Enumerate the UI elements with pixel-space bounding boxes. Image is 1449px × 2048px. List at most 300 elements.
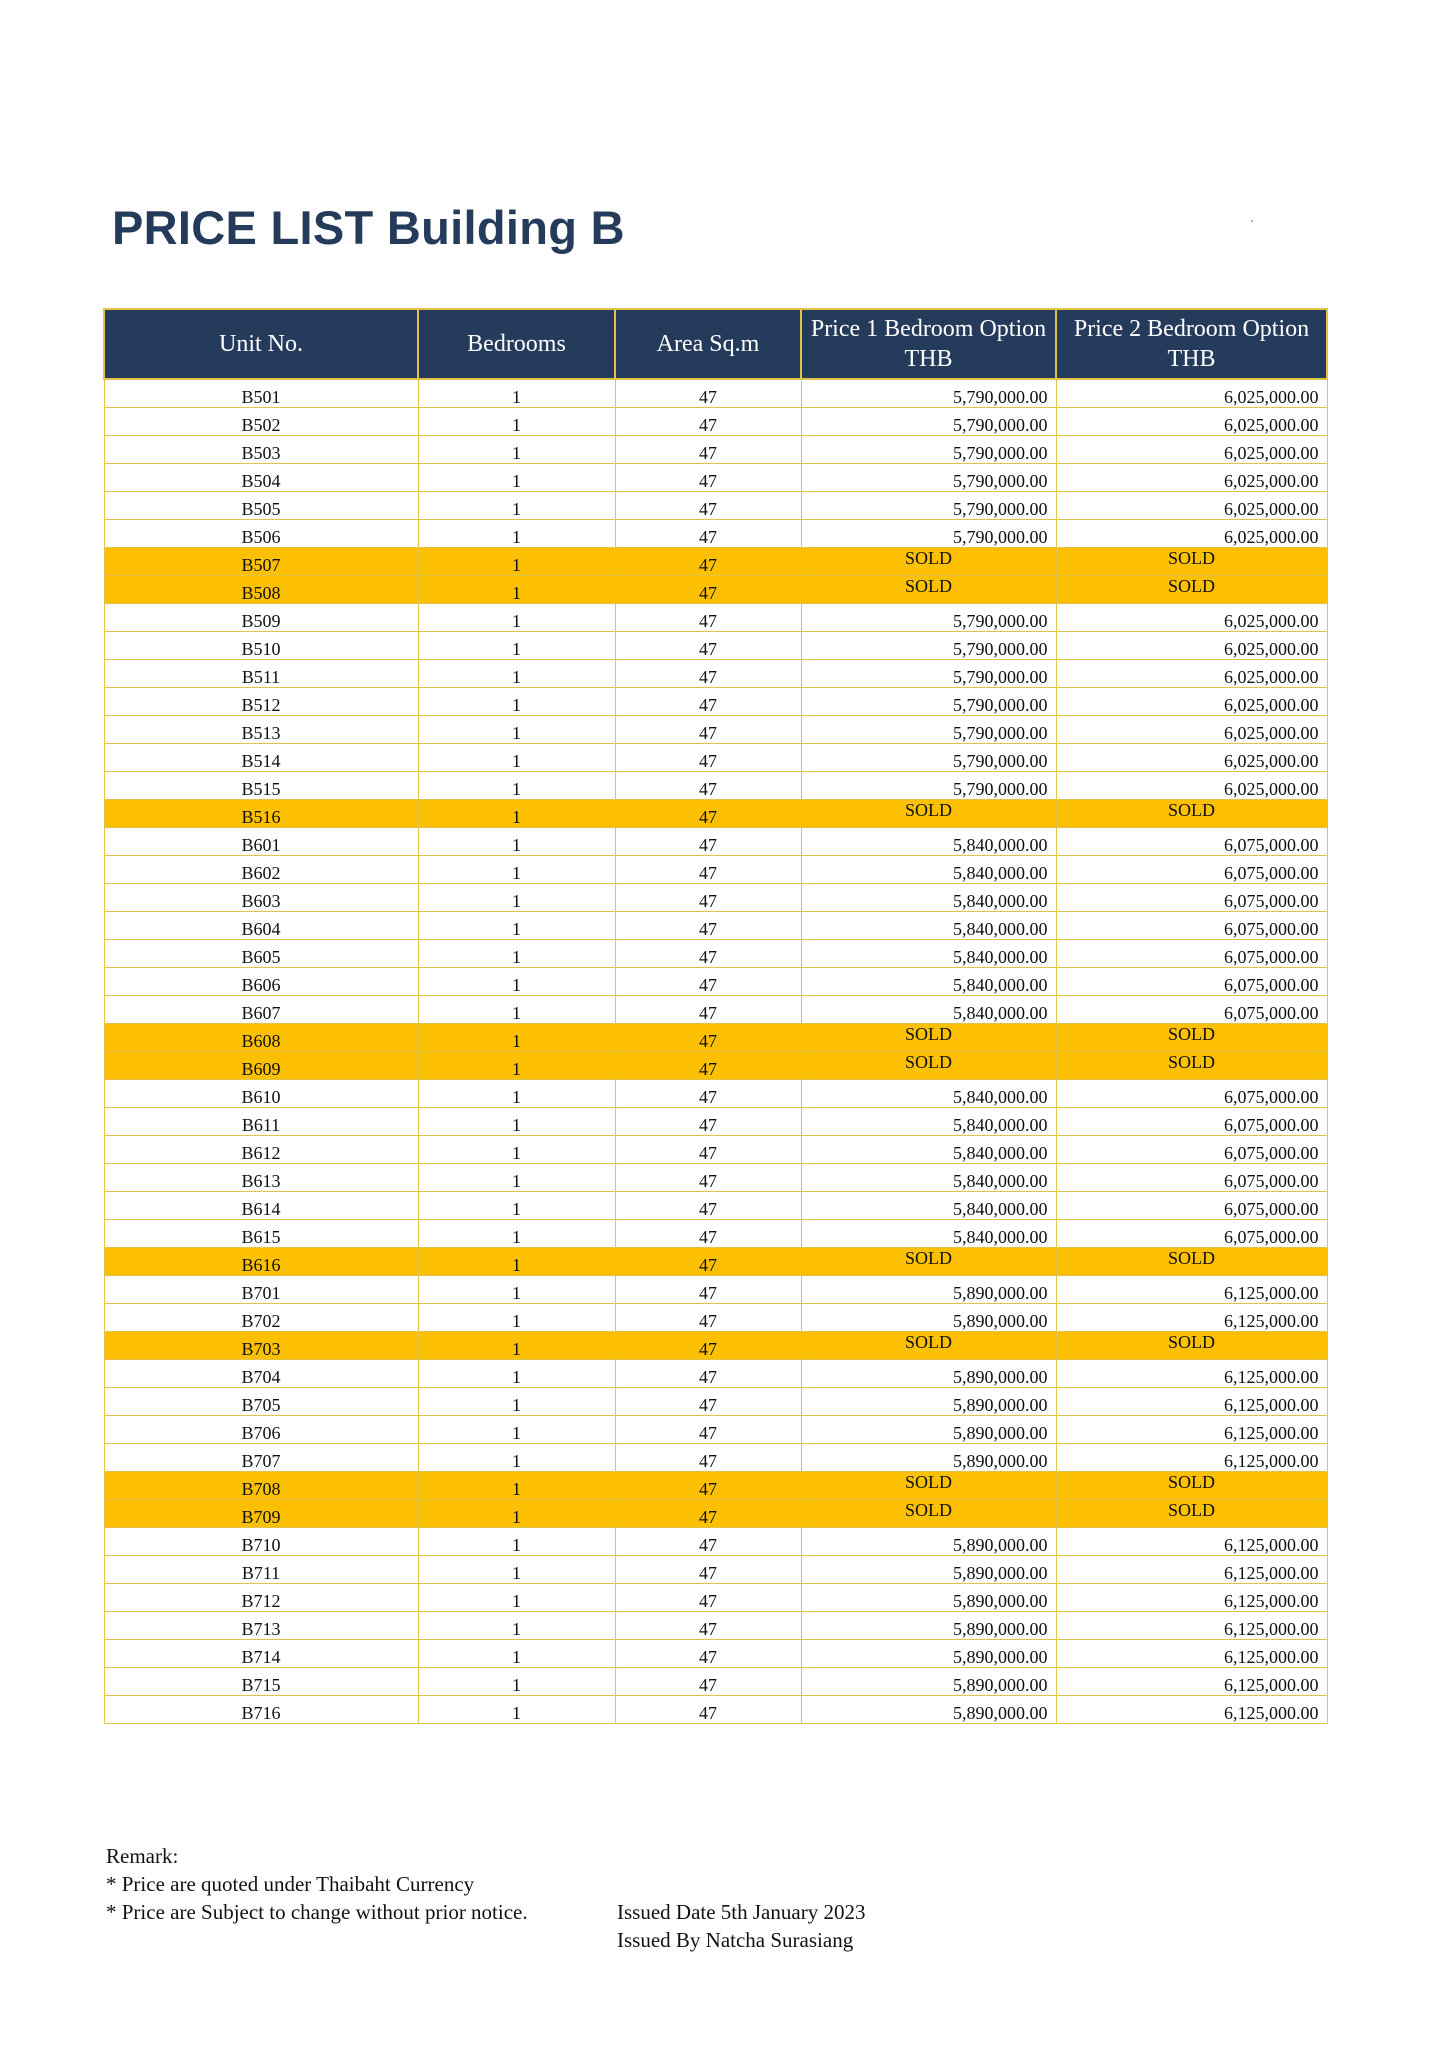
price-1-bedroom-cell: 5,840,000.00 [801,912,1056,940]
area-cell: 47 [615,1416,801,1444]
price-2-bedroom-cell: 6,025,000.00 [1056,408,1327,436]
area-cell: 47 [615,492,801,520]
price-1-bedroom-cell: 5,890,000.00 [801,1556,1056,1584]
unit-cell: B701 [104,1276,418,1304]
area-cell: 47 [615,912,801,940]
price-1-bedroom-cell: 5,790,000.00 [801,520,1056,548]
bedrooms-cell: 1 [418,884,615,912]
unit-cell: B710 [104,1528,418,1556]
area-cell: 47 [615,1052,801,1080]
unit-cell: B501 [104,379,418,408]
area-cell: 47 [615,1136,801,1164]
unit-cell: B602 [104,856,418,884]
stray-mark [1251,220,1253,222]
bedrooms-cell: 1 [418,772,615,800]
table-row [104,1164,1327,1192]
bedrooms-cell: 1 [418,1136,615,1164]
unit-cell: B604 [104,912,418,940]
price-2-bedroom-cell: 6,075,000.00 [1056,1108,1327,1136]
area-cell: 47 [615,996,801,1024]
price-1-bedroom-cell: 5,890,000.00 [801,1360,1056,1388]
area-cell: 47 [615,408,801,436]
bedrooms-cell: 1 [418,1696,615,1724]
table-row [104,1136,1327,1164]
price-1-bedroom-cell: 5,890,000.00 [801,1584,1056,1612]
price-1-bedroom-cell: 5,840,000.00 [801,940,1056,968]
price-2-bedroom-cell: SOLD [1056,1052,1327,1080]
price-2-bedroom-cell: 6,025,000.00 [1056,520,1327,548]
price-2-bedroom-cell: 6,025,000.00 [1056,660,1327,688]
price-1-bedroom-cell: 5,840,000.00 [801,828,1056,856]
price-2-bedroom-cell: SOLD [1056,1472,1327,1500]
price-table-header [104,309,1327,379]
unit-cell: B507 [104,548,418,576]
price-1-bedroom-cell: 5,840,000.00 [801,1108,1056,1136]
bedrooms-cell: 1 [418,408,615,436]
table-row [104,688,1327,716]
bedrooms-cell: 1 [418,688,615,716]
bedrooms-cell: 1 [418,1192,615,1220]
unit-cell: B508 [104,576,418,604]
price-2-bedroom-cell: SOLD [1056,1500,1327,1528]
price-2-bedroom-cell: 6,125,000.00 [1056,1584,1327,1612]
price-1-bedroom-cell: 5,790,000.00 [801,716,1056,744]
area-cell: 47 [615,1080,801,1108]
price-1-bedroom-cell: 5,790,000.00 [801,604,1056,632]
price-1-bedroom-cell: 5,890,000.00 [801,1668,1056,1696]
bedrooms-cell: 1 [418,632,615,660]
table-row [104,1024,1327,1052]
price-1-bedroom-cell: 5,790,000.00 [801,688,1056,716]
bedrooms-cell: 1 [418,1164,615,1192]
unit-cell: B614 [104,1192,418,1220]
table-row [104,660,1327,688]
price-2-bedroom-cell: 6,125,000.00 [1056,1556,1327,1584]
unit-cell: B603 [104,884,418,912]
price-2-bedroom-cell: 6,025,000.00 [1056,436,1327,464]
price-1-bedroom-cell: 5,790,000.00 [801,744,1056,772]
price-2-bedroom-cell: 6,075,000.00 [1056,1220,1327,1248]
bedrooms-cell: 1 [418,744,615,772]
price-2-bedroom-cell: 6,125,000.00 [1056,1388,1327,1416]
bedrooms-cell: 1 [418,660,615,688]
unit-cell: B512 [104,688,418,716]
table-row [104,1640,1327,1668]
price-2-bedroom-cell: 6,125,000.00 [1056,1304,1327,1332]
price-2-bedroom-cell: 6,125,000.00 [1056,1528,1327,1556]
bedrooms-cell: 1 [418,1220,615,1248]
unit-cell: B708 [104,1472,418,1500]
price-2-bedroom-cell: 6,075,000.00 [1056,996,1327,1024]
table-row [104,1500,1327,1528]
price-1-bedroom-cell: 5,890,000.00 [801,1304,1056,1332]
price-1-bedroom-cell: SOLD [801,800,1056,828]
table-row [104,1584,1327,1612]
price-1-bedroom-cell: 5,790,000.00 [801,632,1056,660]
price-1-bedroom-cell: SOLD [801,1472,1056,1500]
price-2-bedroom-cell: 6,025,000.00 [1056,604,1327,632]
area-cell: 47 [615,1696,801,1724]
remark-line: * Price are Subject to change without prior notice. [106,1900,528,1924]
area-cell: 47 [615,632,801,660]
bedrooms-cell: 1 [418,464,615,492]
price-2-bedroom-cell: 6,075,000.00 [1056,968,1327,996]
remark-line: * Price are quoted under Thaibaht Currency [106,1872,475,1896]
bedrooms-cell: 1 [418,1080,615,1108]
unit-cell: B509 [104,604,418,632]
price-2-bedroom-cell: 6,075,000.00 [1056,856,1327,884]
price-2-bedroom-cell: 6,125,000.00 [1056,1640,1327,1668]
unit-cell: B506 [104,520,418,548]
area-cell: 47 [615,1024,801,1052]
unit-cell: B709 [104,1500,418,1528]
unit-cell: B514 [104,744,418,772]
bedrooms-cell: 1 [418,548,615,576]
table-row [104,1192,1327,1220]
unit-cell: B609 [104,1052,418,1080]
unit-cell: B503 [104,436,418,464]
bedrooms-cell: 1 [418,576,615,604]
unit-cell: B704 [104,1360,418,1388]
price-2-bedroom-cell: SOLD [1056,800,1327,828]
table-row [104,632,1327,660]
area-cell: 47 [615,1472,801,1500]
price-1-bedroom-cell: 5,840,000.00 [801,1080,1056,1108]
unit-cell: B715 [104,1668,418,1696]
header-price-1-bedroom: Price 1 Bedroom Option THB [801,309,1056,379]
table-row [104,1528,1327,1556]
bedrooms-cell: 1 [418,1388,615,1416]
bedrooms-cell: 1 [418,436,615,464]
unit-cell: B607 [104,996,418,1024]
table-row [104,716,1327,744]
price-1-bedroom-cell: SOLD [801,1500,1056,1528]
table-row [104,996,1327,1024]
unit-cell: B515 [104,772,418,800]
price-1-bedroom-cell: 5,890,000.00 [801,1640,1056,1668]
bedrooms-cell: 1 [418,1416,615,1444]
bedrooms-cell: 1 [418,1332,615,1360]
price-1-bedroom-cell: 5,790,000.00 [801,660,1056,688]
price-1-bedroom-cell: 5,890,000.00 [801,1444,1056,1472]
table-row [104,1444,1327,1472]
area-cell: 47 [615,1164,801,1192]
area-cell: 47 [615,1668,801,1696]
unit-cell: B511 [104,660,418,688]
bedrooms-cell: 1 [418,1668,615,1696]
area-cell: 47 [615,884,801,912]
table-row [104,1472,1327,1500]
table-row [104,884,1327,912]
price-2-bedroom-cell: SOLD [1056,1248,1327,1276]
table-row [104,436,1327,464]
issued-info [617,1898,865,1954]
table-row [104,940,1327,968]
price-1-bedroom-cell: 5,840,000.00 [801,884,1056,912]
price-2-bedroom-cell: 6,075,000.00 [1056,884,1327,912]
area-cell: 47 [615,940,801,968]
price-1-bedroom-cell: SOLD [801,1052,1056,1080]
area-cell: 47 [615,1612,801,1640]
price-1-bedroom-cell: 5,790,000.00 [801,492,1056,520]
bedrooms-cell: 1 [418,1276,615,1304]
area-cell: 47 [615,660,801,688]
unit-cell: B610 [104,1080,418,1108]
table-row [104,828,1327,856]
bedrooms-cell: 1 [418,1528,615,1556]
table-row [104,1556,1327,1584]
bedrooms-cell: 1 [418,1248,615,1276]
table-row [104,1332,1327,1360]
table-row [104,772,1327,800]
price-2-bedroom-cell: SOLD [1056,1024,1327,1052]
table-row [104,968,1327,996]
bedrooms-cell: 1 [418,856,615,884]
bedrooms-cell: 1 [418,379,615,408]
unit-cell: B707 [104,1444,418,1472]
area-cell: 47 [615,1192,801,1220]
bedrooms-cell: 1 [418,520,615,548]
unit-cell: B513 [104,716,418,744]
unit-cell: B613 [104,1164,418,1192]
area-cell: 47 [615,1304,801,1332]
table-row [104,379,1327,408]
area-cell: 47 [615,1388,801,1416]
price-1-bedroom-cell: 5,840,000.00 [801,1220,1056,1248]
price-1-bedroom-cell: SOLD [801,548,1056,576]
price-2-bedroom-cell: SOLD [1056,576,1327,604]
price-2-bedroom-cell: 6,075,000.00 [1056,1080,1327,1108]
bedrooms-cell: 1 [418,996,615,1024]
price-1-bedroom-cell: 5,840,000.00 [801,968,1056,996]
price-1-bedroom-cell: SOLD [801,576,1056,604]
header-area: Area Sq.m [615,309,801,379]
price-2-bedroom-cell: 6,125,000.00 [1056,1444,1327,1472]
header-unit-no: Unit No. [104,309,418,379]
area-cell: 47 [615,744,801,772]
unit-cell: B516 [104,800,418,828]
price-2-bedroom-cell: 6,125,000.00 [1056,1612,1327,1640]
bedrooms-cell: 1 [418,828,615,856]
bedrooms-cell: 1 [418,1304,615,1332]
bedrooms-cell: 1 [418,1472,615,1500]
unit-cell: B714 [104,1640,418,1668]
page-title: PRICE LIST Building B [112,201,625,254]
table-row [104,1052,1327,1080]
unit-cell: B510 [104,632,418,660]
header-bedrooms: Bedrooms [418,309,615,379]
price-1-bedroom-cell: 5,790,000.00 [801,464,1056,492]
bedrooms-cell: 1 [418,912,615,940]
price-2-bedroom-cell: 6,025,000.00 [1056,716,1327,744]
bedrooms-cell: 1 [418,800,615,828]
area-cell: 47 [615,604,801,632]
unit-cell: B702 [104,1304,418,1332]
table-row [104,1248,1327,1276]
area-cell: 47 [615,1528,801,1556]
price-2-bedroom-cell: 6,125,000.00 [1056,1416,1327,1444]
area-cell: 47 [615,1640,801,1668]
area-cell: 47 [615,464,801,492]
price-1-bedroom-cell: 5,890,000.00 [801,1612,1056,1640]
remark-heading: Remark: [106,1844,179,1868]
area-cell: 47 [615,772,801,800]
bedrooms-cell: 1 [418,1108,615,1136]
price-2-bedroom-cell: 6,125,000.00 [1056,1696,1327,1724]
price-2-bedroom-cell: 6,125,000.00 [1056,1668,1327,1696]
price-2-bedroom-cell: 6,125,000.00 [1056,1360,1327,1388]
area-cell: 47 [615,828,801,856]
table-row [104,464,1327,492]
header-price-2-bedroom: Price 2 Bedroom Option THB [1056,309,1327,379]
unit-cell: B606 [104,968,418,996]
price-1-bedroom-cell: 5,790,000.00 [801,379,1056,408]
price-table-body [104,379,1327,1724]
area-cell: 47 [615,520,801,548]
area-cell: 47 [615,1108,801,1136]
price-1-bedroom-cell: SOLD [801,1332,1056,1360]
price-2-bedroom-cell: 6,025,000.00 [1056,492,1327,520]
area-cell: 47 [615,1444,801,1472]
unit-cell: B716 [104,1696,418,1724]
price-2-bedroom-cell: SOLD [1056,548,1327,576]
price-2-bedroom-cell: 6,075,000.00 [1056,1136,1327,1164]
unit-cell: B505 [104,492,418,520]
table-row [104,1416,1327,1444]
bedrooms-cell: 1 [418,968,615,996]
table-row [104,1220,1327,1248]
area-cell: 47 [615,1276,801,1304]
table-row [104,1360,1327,1388]
price-2-bedroom-cell: 6,075,000.00 [1056,1164,1327,1192]
area-cell: 47 [615,1332,801,1360]
area-cell: 47 [615,856,801,884]
unit-cell: B712 [104,1584,418,1612]
table-row [104,912,1327,940]
price-1-bedroom-cell: SOLD [801,1248,1056,1276]
area-cell: 47 [615,1248,801,1276]
area-cell: 47 [615,1556,801,1584]
unit-cell: B605 [104,940,418,968]
table-row [104,1612,1327,1640]
table-row [104,1304,1327,1332]
price-1-bedroom-cell: 5,790,000.00 [801,408,1056,436]
unit-cell: B615 [104,1220,418,1248]
table-row [104,548,1327,576]
unit-cell: B502 [104,408,418,436]
price-1-bedroom-cell: 5,840,000.00 [801,996,1056,1024]
price-1-bedroom-cell: 5,890,000.00 [801,1416,1056,1444]
table-row [104,604,1327,632]
price-2-bedroom-cell: 6,075,000.00 [1056,912,1327,940]
price-2-bedroom-cell: 6,025,000.00 [1056,744,1327,772]
price-2-bedroom-cell: SOLD [1056,1332,1327,1360]
area-cell: 47 [615,379,801,408]
unit-cell: B608 [104,1024,418,1052]
unit-cell: B612 [104,1136,418,1164]
table-row [104,856,1327,884]
area-cell: 47 [615,716,801,744]
price-2-bedroom-cell: 6,075,000.00 [1056,828,1327,856]
unit-cell: B611 [104,1108,418,1136]
unit-cell: B504 [104,464,418,492]
table-row [104,1108,1327,1136]
price-2-bedroom-cell: 6,125,000.00 [1056,1276,1327,1304]
price-1-bedroom-cell: 5,890,000.00 [801,1696,1056,1724]
area-cell: 47 [615,1584,801,1612]
table-row [104,1668,1327,1696]
table-row [104,800,1327,828]
price-1-bedroom-cell: 5,840,000.00 [801,856,1056,884]
bedrooms-cell: 1 [418,1584,615,1612]
unit-cell: B616 [104,1248,418,1276]
unit-cell: B601 [104,828,418,856]
price-1-bedroom-cell: 5,840,000.00 [801,1136,1056,1164]
area-cell: 47 [615,1500,801,1528]
bedrooms-cell: 1 [418,716,615,744]
price-2-bedroom-cell: 6,025,000.00 [1056,688,1327,716]
table-row [104,1080,1327,1108]
issued-by: Issued By Natcha Surasiang [617,1928,854,1952]
area-cell: 47 [615,436,801,464]
table-row [104,1696,1327,1724]
bedrooms-cell: 1 [418,1612,615,1640]
bedrooms-cell: 1 [418,1556,615,1584]
table-row [104,744,1327,772]
remarks [106,1842,528,1926]
issued-date: Issued Date 5th January 2023 [617,1900,866,1924]
area-cell: 47 [615,800,801,828]
price-1-bedroom-cell: 5,890,000.00 [801,1276,1056,1304]
price-2-bedroom-cell: 6,025,000.00 [1056,772,1327,800]
unit-cell: B703 [104,1332,418,1360]
price-1-bedroom-cell: 5,890,000.00 [801,1388,1056,1416]
area-cell: 47 [615,576,801,604]
price-2-bedroom-cell: 6,075,000.00 [1056,1192,1327,1220]
bedrooms-cell: 1 [418,604,615,632]
price-1-bedroom-cell: 5,840,000.00 [801,1164,1056,1192]
bedrooms-cell: 1 [418,1360,615,1388]
table-row [104,1388,1327,1416]
table-row [104,408,1327,436]
price-1-bedroom-cell: 5,790,000.00 [801,436,1056,464]
area-cell: 47 [615,1360,801,1388]
price-2-bedroom-cell: 6,025,000.00 [1056,379,1327,408]
area-cell: 47 [615,548,801,576]
bedrooms-cell: 1 [418,1444,615,1472]
price-1-bedroom-cell: 5,790,000.00 [801,772,1056,800]
area-cell: 47 [615,688,801,716]
table-row [104,576,1327,604]
bedrooms-cell: 1 [418,492,615,520]
unit-cell: B713 [104,1612,418,1640]
price-2-bedroom-cell: 6,025,000.00 [1056,464,1327,492]
bedrooms-cell: 1 [418,1052,615,1080]
bedrooms-cell: 1 [418,1640,615,1668]
area-cell: 47 [615,1220,801,1248]
table-row [104,492,1327,520]
bedrooms-cell: 1 [418,1500,615,1528]
price-table [103,308,1328,1724]
bedrooms-cell: 1 [418,1024,615,1052]
area-cell: 47 [615,968,801,996]
unit-cell: B705 [104,1388,418,1416]
price-1-bedroom-cell: SOLD [801,1024,1056,1052]
unit-cell: B706 [104,1416,418,1444]
bedrooms-cell: 1 [418,940,615,968]
price-2-bedroom-cell: 6,025,000.00 [1056,632,1327,660]
price-1-bedroom-cell: 5,890,000.00 [801,1528,1056,1556]
